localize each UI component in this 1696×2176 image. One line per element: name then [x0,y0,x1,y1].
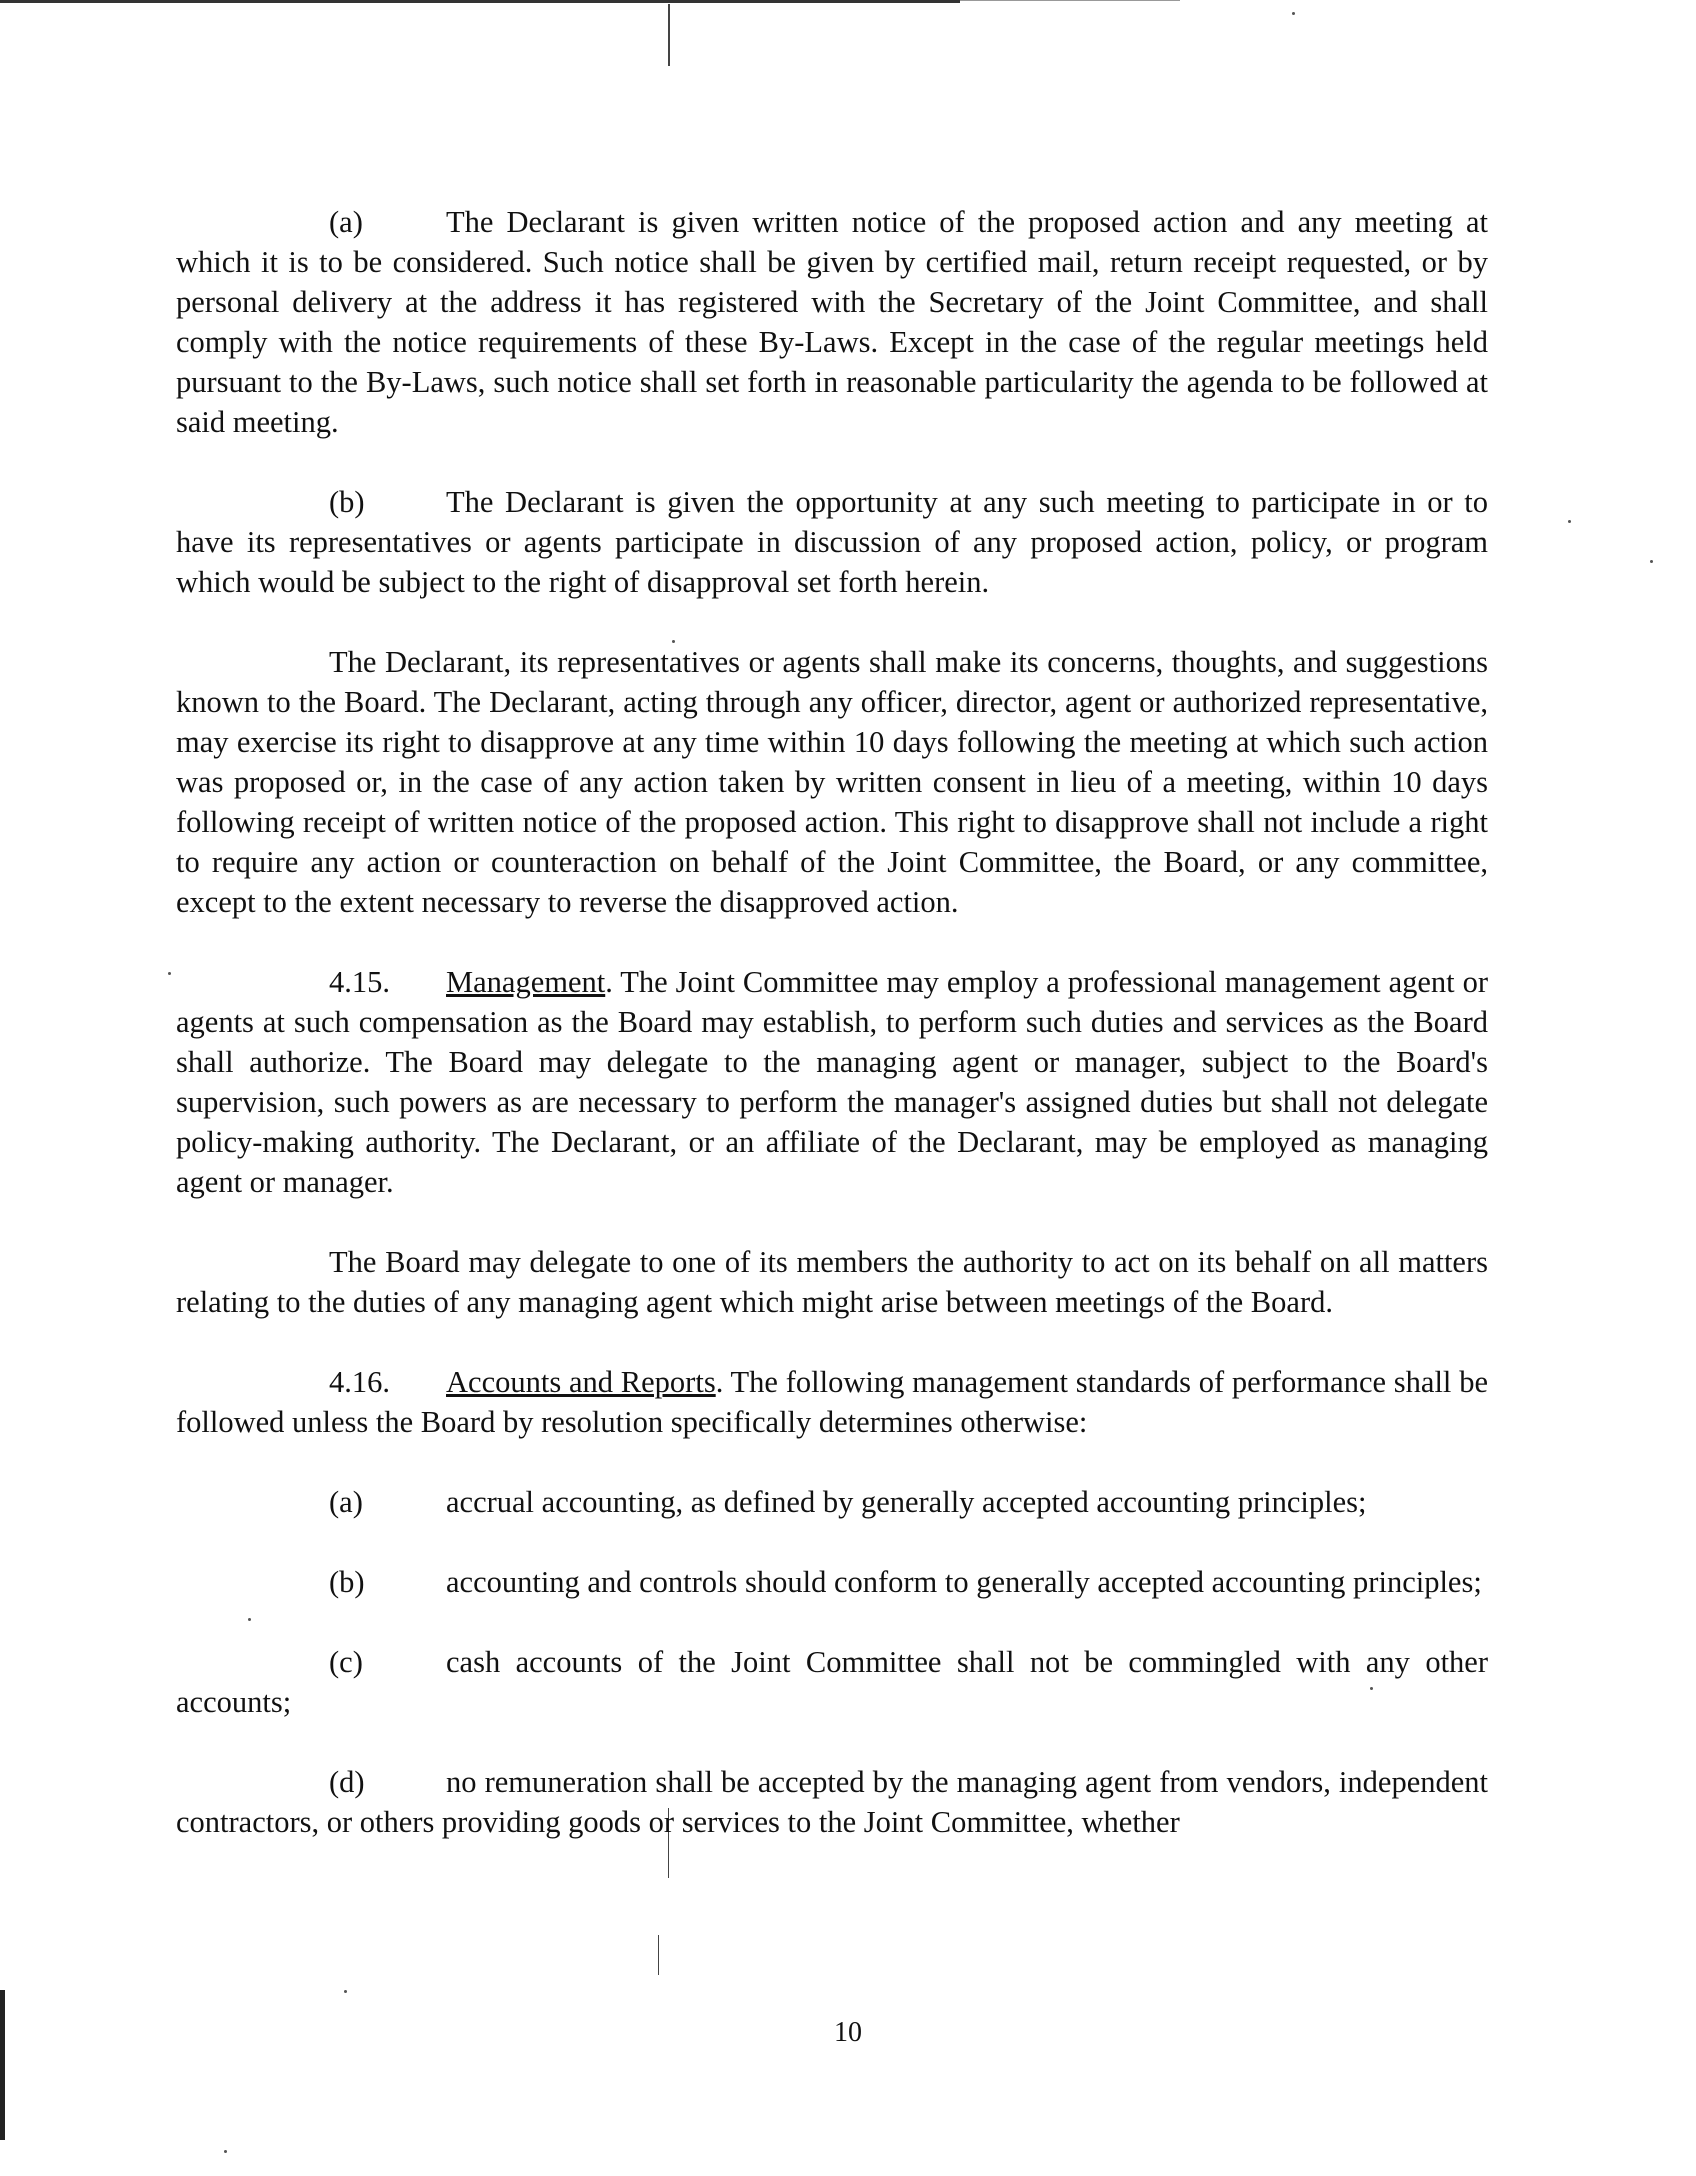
list-item-label: (b) [329,1565,365,1599]
paragraph-label: (a) [329,205,363,239]
list-item-text: no remuneration shall be accepted by the managing agent from vendors, independent contractors, or others providing goods or services to the Joint Committee, whether [176,1765,1488,1839]
list-item-a [176,1482,1488,1522]
section-4-16 [176,1362,1488,1442]
list-item-b [176,1562,1488,1602]
paragraph-text: The Declarant is given the opportunity at any such meeting to participate in or to have its representatives or agents participate in discussion of any proposed action, policy, or program which would be subject to the right of disapproval set forth herein. [176,485,1488,599]
paragraph-text: The Board may delegate to one of its members the authority to act on its behalf on all matters relating to the duties of any managing agent which might arise between meetings of the Board. [176,1245,1488,1319]
list-item-label: (d) [329,1765,365,1799]
paragraph-b [176,482,1488,602]
list-item-text: accrual accounting, as defined by generally accepted accounting principles; [446,1485,1367,1519]
paragraph-board-delegation [176,1242,1488,1322]
section-text: . The following management standards of performance shall be followed unless the Board by resolution specifically determines otherwise: [176,1365,1488,1439]
scan-speck [1568,520,1571,523]
scan-artifact-line [658,1935,659,1975]
list-item-text: cash accounts of the Joint Committee shall not be commingled with any other accounts; [176,1645,1488,1719]
list-item-label: (a) [329,1485,363,1519]
list-item-label: (c) [329,1645,363,1679]
scan-top-rule-faint [960,0,1180,1]
section-heading: Accounts and Reports [446,1365,716,1399]
scan-speck [224,2150,227,2153]
paragraph-a [176,202,1488,442]
paragraph-label: (b) [329,485,365,519]
paragraph-disapproval [176,642,1488,922]
section-4-15 [176,962,1488,1202]
paragraph-text: The Declarant is given written notice of the proposed action and any meeting at which it is to be considered. Such notice shall be given by certified mail, return receipt requested, or by personal delivery at the address it has registered with the Secretary of the Joint Committee, and shall comply with the notice requirements of these By-Laws. Except in the case of the regular meetings held pursuant to the By-Laws, such notice shall set forth in reasonable particularity the agenda to be followed at said meeting. [176,205,1488,439]
scan-top-rule [0,0,960,3]
section-text: . The Joint Committee may employ a professional management agent or agents at such compensation as the Board may establish, to perform such duties and services as the Board shall authorize. The Board may delegate to the managing agent or manager, subject to the Board's supervision, such powers as are necessary to perform the manager's assigned duties but shall not delegate policy-making authority. The Declarant, or an affiliate of the Declarant, may be employed as managing agent or manager. [176,965,1488,1199]
scan-left-edge-mark [0,1990,5,2140]
section-number: 4.15. [329,965,390,999]
page-number: 10 [834,2017,862,2048]
paragraph-text: The Declarant, its representatives or agents shall make its concerns, thoughts, and suggestions known to the Board. The Declarant, acting through any officer, director, agent or authorized representative, may exercise its right to disapprove at any time within 10 days following the meeting at which such action was proposed or, in the case of any action taken by written consent in lieu of a meeting, within 10 days following receipt of written notice of the proposed action. This right to disapprove shall not include a right to require any action or counteraction on behalf of the Joint Committee, the Board, or any committee, except to the extent necessary to reverse the disapproved action. [176,645,1488,919]
section-heading: Management [446,965,606,999]
scan-speck [344,1990,347,1993]
list-item-text: accounting and controls should conform to generally accepted accounting principles; [446,1565,1482,1599]
scan-speck [1650,560,1653,563]
list-item-c [176,1642,1488,1722]
scan-speck [1292,12,1295,15]
list-item-d [176,1762,1488,1842]
document-page [176,202,1488,1882]
section-number: 4.16. [329,1365,390,1399]
scan-artifact-line [668,4,670,66]
scan-speck [168,972,171,975]
